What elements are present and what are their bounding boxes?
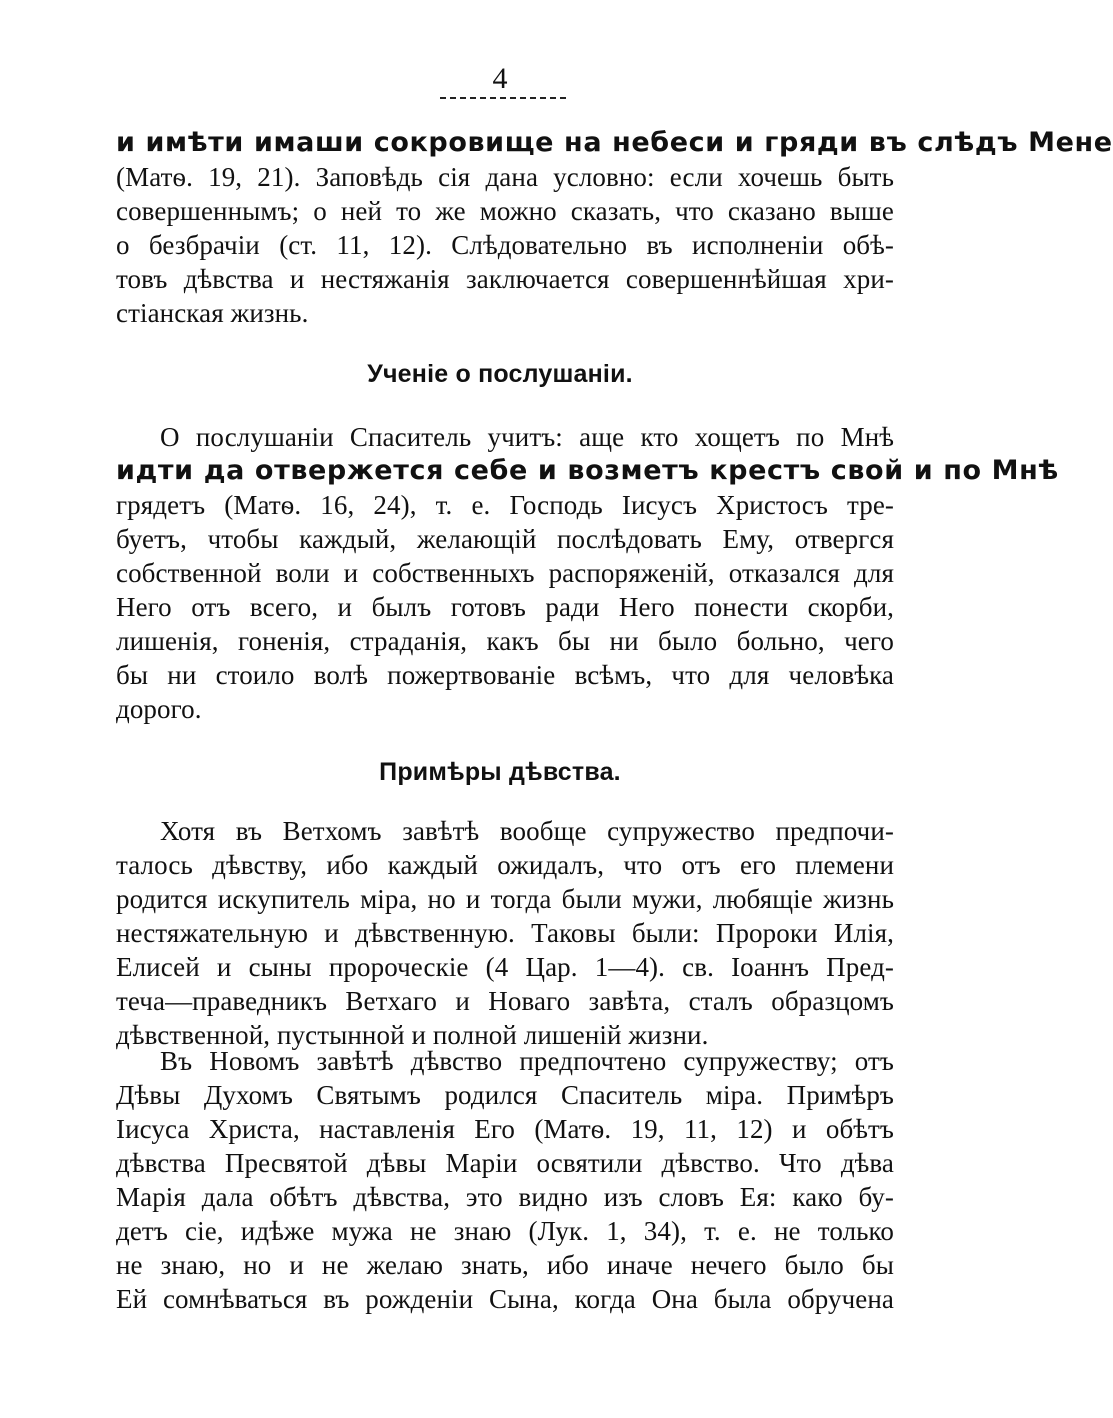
text-line: собственной воли и собственныхъ распоряженій, отказался для	[116, 558, 894, 588]
text-line: (Матѳ. 19, 21). Заповѣдь сія дана условно: если хочешь быть	[116, 162, 894, 192]
paragraph-old-testament	[116, 814, 894, 1052]
text-line: товъ дѣвства и нестяжанія заключается совершеннѣйшая хри-	[116, 264, 894, 294]
text-line: Марія дала обѣтъ дѣвства, это видно изъ словъ Ея: како бу-	[116, 1182, 894, 1212]
text-line: талось дѣвству, ибо каждый ожидалъ, что отъ его племени	[116, 850, 894, 880]
text-line: Елисей и сыны пророческіе (4 Цар. 1—4). св. Іоаннъ Пред-	[116, 952, 894, 982]
text-line: Іисуса Христа, наставленія Его (Матѳ. 19, 11, 12) и обѣтъ	[116, 1114, 894, 1144]
paragraph-obedience	[116, 420, 1059, 726]
text-line: Дѣвы Духомъ Святымъ родился Спаситель міра. Примѣръ	[116, 1080, 894, 1110]
text-line: дорого.	[116, 694, 202, 724]
text-line: не знаю, но и не желаю знать, ибо иначе нечего было бы	[116, 1250, 894, 1280]
text-line: Хотя въ Ветхомъ завѣтѣ вообще супружество предпочи-	[160, 816, 894, 846]
text-line: о безбрачіи (ст. 11, 12). Слѣдовательно въ исполненіи обѣ-	[116, 230, 894, 260]
section-heading-virginity-examples: Примѣры дѣвства.	[379, 758, 621, 786]
text-line: родится искупитель міра, но и тогда были мужи, любящіе жизнь	[116, 884, 894, 914]
section-heading-obedience: Ученіе о послушаніи.	[367, 360, 633, 388]
text-line: нестяжательную и дѣвственную. Таковы были: Пророки Илія,	[116, 918, 894, 948]
page-number: 4	[492, 62, 508, 95]
paragraph-continuation	[116, 126, 1113, 330]
text-line: О послушаніи Спаситель учитъ: аще кто хощетъ по Мнѣ	[160, 422, 894, 452]
text-line: совершеннымъ; о ней то же можно сказать, что сказано выше	[116, 196, 894, 226]
text-line: бы ни стоило волѣ пожертвованіе всѣмъ, что для человѣка	[116, 660, 894, 690]
page-number-rule	[440, 97, 566, 99]
paragraph-new-testament	[116, 1044, 894, 1316]
text-line: детъ сіе, идѣже мужа не знаю (Лук. 1, 34), т. е. не только	[116, 1216, 894, 1246]
text-line: Въ Новомъ завѣтѣ дѣвство предпочтено супружеству; отъ	[160, 1046, 894, 1076]
text-line: буетъ, чтобы каждый, желающій послѣдовать Ему, отвергся	[116, 524, 894, 554]
text-line: грядетъ (Матѳ. 16, 24), т. е. Господь Іисусъ Христосъ тре-	[116, 490, 894, 520]
text-line: Него отъ всего, и былъ готовъ ради Него понести скорби,	[116, 592, 894, 622]
text-line: теча—праведникъ Ветхаго и Новаго завѣта, сталъ образцомъ	[116, 986, 894, 1016]
text-line: лишенія, гоненія, страданія, какъ бы ни было больно, чего	[116, 626, 894, 656]
text-line: стіанская жизнь.	[116, 298, 309, 328]
text-line: Ей сомнѣваться въ рожденіи Сына, когда Она была обручена	[116, 1284, 894, 1314]
text-line: дѣвства Пресвятой дѣвы Маріи освятили дѣвство. Что дѣва	[116, 1148, 894, 1178]
text-line: идти да отвержется себе и возметъ крестъ свой и по Мнѣ	[116, 455, 1059, 486]
text-line: дѣвственной, пустынной и полной лишеній жизни.	[116, 1020, 709, 1050]
text-line: и имѣти имаши сокровище на небеси и гряди въ слѣдъ Мене	[116, 127, 1113, 158]
